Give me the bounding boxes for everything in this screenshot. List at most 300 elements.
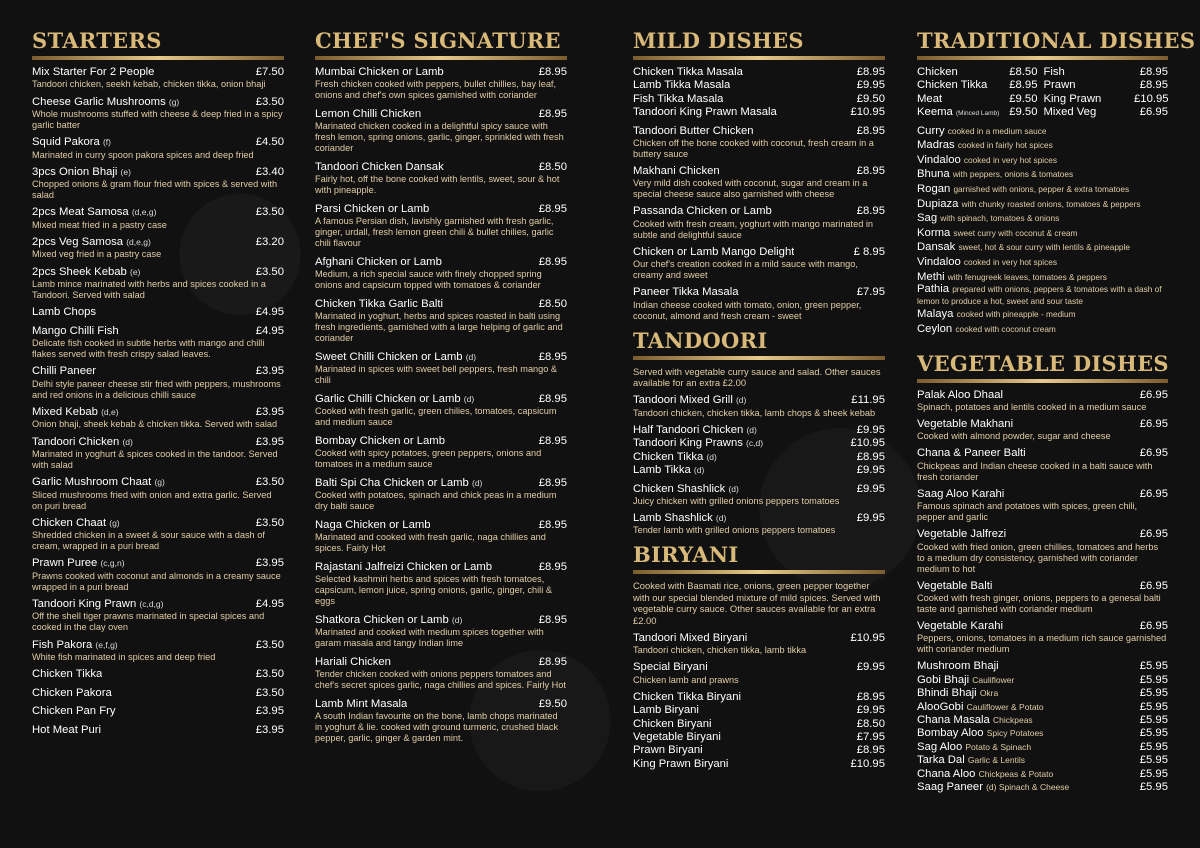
menu-item <box>633 246 885 281</box>
menu-item <box>315 614 567 649</box>
mild-items <box>633 125 885 322</box>
menu-item-name <box>917 741 1031 754</box>
menu-item-name <box>917 768 1053 781</box>
menu-item-price: £3.50 <box>255 476 284 489</box>
menu-item-price: £9.95 <box>856 661 885 674</box>
menu-item-row <box>917 447 1168 460</box>
menu-item-desc: Marinated and cooked with fresh garlic, naga chillies and spices. Fairly Hot <box>315 532 546 554</box>
item-name: AlooGobi <box>917 700 964 713</box>
menu-item <box>315 561 567 607</box>
menu-item-name <box>32 306 96 319</box>
curry-desc: sweet, hot & sour curry with lentils & pineapple <box>958 242 1131 253</box>
menu-item-desc: Lamb mince marinated with herbs and spices cooked in a Tandoori. Served with salad <box>32 278 266 300</box>
menu-item-row <box>32 639 284 652</box>
curry-item <box>917 182 1168 197</box>
menu-item-price: £5.95 <box>1139 700 1168 713</box>
item-name: Tandoori King Prawn <box>32 597 137 610</box>
curry-desc: cooked in very hot spices <box>963 154 1058 165</box>
menu-item-name <box>32 687 112 700</box>
menu-item-row <box>32 136 284 149</box>
menu-item <box>633 165 885 200</box>
menu-item-name <box>633 718 711 731</box>
menu-item-row <box>32 557 284 570</box>
trad-name-a <box>917 66 1002 79</box>
menu-item-row <box>32 724 284 737</box>
menu-item <box>32 668 284 681</box>
allergen-tag: (f) <box>102 137 111 148</box>
menu-item <box>917 714 1168 727</box>
item-name: Palak Aloo Dhaal <box>917 388 1004 401</box>
menu-item <box>633 205 885 240</box>
item-name: Chicken Tikka Garlic Balti <box>315 298 444 310</box>
menu-item-desc: Delhi style paneer cheese stir fried with peppers, mushrooms and red onions in a delicious chilli sauce <box>32 378 281 400</box>
menu-item <box>917 488 1168 523</box>
menu-item-desc: Shredded chicken in a sweet & sour sauce with a dash of cream, wrapped in a puri bread <box>32 530 265 552</box>
traditional-curry-list <box>917 124 1168 285</box>
menu-item-name <box>633 661 708 674</box>
menu-item-row <box>32 266 284 279</box>
menu-item <box>32 266 284 301</box>
menu-item <box>917 418 1168 442</box>
menu-item-desc: Chicken lamb and prawns <box>633 674 739 685</box>
menu-item-row <box>315 561 567 574</box>
menu-item-desc: Tandoori chicken, seekh kebab, chicken tikka, onion bhaji <box>32 79 266 90</box>
menu-item-row <box>917 701 1168 714</box>
starters-column <box>32 28 284 742</box>
menu-item-name <box>315 161 444 174</box>
menu-item <box>315 256 567 291</box>
trad-name-a <box>917 93 1002 106</box>
menu-item-name <box>32 406 119 419</box>
menu-item-name <box>633 165 720 178</box>
menu-item-price: £3.50 <box>255 206 284 219</box>
curry-desc: with spinach, tomatoes & onions <box>940 213 1060 224</box>
allergen-tag: (d) <box>451 615 463 625</box>
menu-item-price: £5.95 <box>1139 754 1168 767</box>
menu-item-price: £4.95 <box>255 324 284 337</box>
trad-name: Keema <box>917 106 953 119</box>
menu-item <box>32 436 284 471</box>
item-name: Naga Chicken or Lamb <box>315 519 431 531</box>
item-name: Tarka Dal <box>917 754 965 767</box>
menu-item-name <box>917 447 1026 460</box>
allergen-tag: (d) <box>735 395 747 406</box>
trad-note: (Minced Lamb) <box>955 110 1000 118</box>
menu-item-name <box>917 389 1003 402</box>
menu-item <box>315 656 567 691</box>
item-name: Bhindi Bhaji <box>917 687 977 700</box>
curry-name: Vindaloo <box>917 153 961 166</box>
menu-item-row <box>315 66 567 79</box>
menu-item-name <box>32 557 125 570</box>
menu-item <box>32 557 284 592</box>
menu-item-name <box>315 203 429 216</box>
item-name: Mixed Kebab <box>32 405 98 418</box>
item-name: Vegetable Biryani <box>633 730 721 743</box>
menu-item-desc: Whole mushrooms stuffed with cheese & deep fried in a spicy garlic batter <box>32 109 283 130</box>
item-name: Bombay Aloo <box>917 727 984 740</box>
menu-item-price: £5.95 <box>1139 673 1168 686</box>
curry-desc: cooked with coconut cream <box>955 323 1056 334</box>
menu-item <box>917 580 1168 615</box>
trad-name: Chicken <box>917 66 958 78</box>
menu-item-row <box>315 393 567 406</box>
menu-item-price: £3.95 <box>255 723 284 736</box>
trad-price: £8.95 <box>1139 79 1168 92</box>
menu-item <box>917 727 1168 740</box>
item-sub: Okra <box>979 688 999 699</box>
menu-item-desc: Tandoori chicken, chicken tikka, lamb tikka <box>633 645 807 656</box>
menu-item-price: £10.95 <box>850 757 885 770</box>
menu-item-desc: Marinated in yoghurt, herbs and spices roasted in balti using fresh ingredients, garnished with a large helping of garlic and coriander <box>315 311 563 344</box>
menu-item-row <box>633 424 885 437</box>
item-name: Vegetable Makhani <box>917 417 1014 430</box>
menu-item-price: £8.95 <box>538 435 567 447</box>
trad-name-a <box>917 79 1002 92</box>
menu-item-row <box>633 464 885 477</box>
menu-item-desc: Cooked with potatoes, spinach and chick peas in a medium dry balti sauce <box>315 490 557 512</box>
menu-item-row <box>633 731 885 744</box>
menu-item-price: £3.95 <box>255 435 284 448</box>
allergen-tag: (d) <box>122 436 133 447</box>
menu-item-name <box>315 393 474 406</box>
item-name: Tandoori Chicken <box>32 435 120 448</box>
menu-item-price: £7.50 <box>255 66 284 78</box>
item-name: Passanda Chicken or Lamb <box>633 205 772 218</box>
curry-name: Vindaloo <box>917 255 961 268</box>
curry-desc: sweet curry with coconut & cream <box>953 227 1078 238</box>
menu-item-desc: Fairly hot, off the bone cooked with lentils, sweet, sour & hot with pineapple. <box>315 174 560 196</box>
menu-item-row <box>315 698 567 711</box>
menu-item-price: £9.95 <box>856 704 885 717</box>
item-sub: Chickpeas & Potato <box>978 768 1054 779</box>
menu-item-name <box>633 246 794 259</box>
menu-item-row <box>633 205 885 218</box>
item-sub: Cauliflower & Potato <box>966 701 1044 712</box>
menu-item-row <box>32 687 284 700</box>
heading-rule <box>917 379 1168 383</box>
menu-item <box>315 435 567 470</box>
allergen-tag: (d) <box>465 352 477 362</box>
menu-item-row <box>32 325 284 338</box>
menu-item-price: £9.95 <box>856 423 885 436</box>
menu-item-desc: Cooked with almond powder, sugar and cheese <box>917 431 1111 442</box>
menu-item-desc: Delicate fish cooked in subtle herbs with mango and chilli flakes served with fresh crispy salad leaves. <box>32 338 265 360</box>
menu-item-desc: Medium, a rich special sauce with finely chopped spring onions and capsicum topped with tomatoes & coriander <box>315 269 542 291</box>
menu-item-desc: Our chef's creation cooked in a mild sauce with mango, creamy and sweet <box>633 259 858 281</box>
menu-item-price: £4.50 <box>255 136 284 149</box>
item-name: Mix Starter For 2 People <box>32 66 155 78</box>
menu-item-price: £7.95 <box>856 730 885 743</box>
menu-item-desc: Cooked with fresh cream, yoghurt with mango marinated in subtle and delightful sauce <box>633 218 874 240</box>
signature-list <box>315 66 567 744</box>
menu-item-desc: Cooked with fresh garlic, green chilies, tomatoes, capsicum and medium sauce <box>315 406 557 428</box>
menu-item-price: £10.95 <box>850 437 885 450</box>
signature-heading: CHEF'S SIGNATURE <box>315 28 561 53</box>
menu-item-desc: White fish marinated in spices and deep fried <box>32 651 216 662</box>
item-name: Lemon Chilli Chicken <box>315 108 422 120</box>
menu-item-row <box>633 632 885 645</box>
mild-list <box>633 66 885 120</box>
menu-item-name <box>633 424 757 437</box>
allergen-tag: (d) <box>746 424 757 435</box>
menu-item-price: £10.95 <box>850 106 885 119</box>
trad-price: £10.95 <box>1134 92 1169 105</box>
menu-item-desc: Indian cheese cooked with tomato, onion, green pepper, coconut, almond and fresh cream - sweet <box>633 299 862 321</box>
menu-item-name <box>32 166 131 179</box>
menu-item-desc: A south Indian favourite on the bone, lamb chops marinated in yoghurt & lie. cooked with ground turmeric, crushed black pepper, garlic, ginger & garden mint. <box>315 711 559 744</box>
menu-item <box>32 687 284 700</box>
menu-item-desc: Tandoori chicken, chicken tikka, lamb chops & sheek kebab <box>633 407 876 418</box>
curry-desc: with fenugreek leaves, tomatoes & peppers <box>947 271 1107 282</box>
biryani-heading: BIRYANI <box>633 542 739 568</box>
menu-item-name <box>633 464 704 477</box>
menu-item <box>32 66 284 90</box>
menu-item-name <box>315 656 391 669</box>
menu-item-name <box>32 96 179 109</box>
menu-item-row <box>917 727 1168 740</box>
allergen-tag: (d) <box>715 512 727 523</box>
menu-item-row <box>917 741 1168 754</box>
menu-item-name <box>917 781 1069 794</box>
item-name: Sweet Chilli Chicken or Lamb <box>315 351 463 363</box>
menu-item-price: £5.95 <box>1139 727 1168 740</box>
trad-name-b: King Prawn <box>1043 92 1102 105</box>
menu-item-price: £6.95 <box>1139 487 1168 500</box>
menu-item-price: £3.50 <box>255 686 284 699</box>
menu-item-name <box>917 528 1006 541</box>
menu-item-row <box>315 298 567 311</box>
allergen-tag: (g) <box>109 517 120 528</box>
menu-item-name <box>633 758 728 771</box>
item-name: Rajastani Jalfreizi Chicken or Lamb <box>315 561 493 573</box>
menu-item-name <box>633 483 739 496</box>
item-name: Special Biryani <box>633 661 708 674</box>
menu-item-price: £8.95 <box>856 205 885 218</box>
trad-price: £8.95 <box>1139 66 1168 78</box>
menu-item <box>633 451 885 464</box>
mild-heading: MILD DISHES <box>633 28 804 53</box>
menu-item-row <box>633 661 885 674</box>
menu-item <box>32 406 284 430</box>
item-sub: Cauliflower <box>972 674 1015 685</box>
menu-item-desc: Onion bhaji, sheek kebab & chicken tikka. Served with salad <box>32 419 278 430</box>
menu-item-desc: Tender chicken cooked with onions peppers tomatoes and chef's secret spices garlic, naga chillies and spices. Fairly Hot <box>315 669 566 691</box>
menu-item <box>917 754 1168 767</box>
curry-desc: cooked in a medium sauce <box>947 125 1047 136</box>
item-name: Lamb Tikka Masala <box>633 79 731 92</box>
menu-item <box>633 106 885 119</box>
traditional-vegetable-column <box>917 28 1196 794</box>
allergen-tag: (c,d) <box>746 438 764 449</box>
menu-item-name <box>32 236 151 249</box>
item-name: Lamb Chops <box>32 306 97 319</box>
menu-item-name <box>315 614 462 627</box>
trad-name: Chicken Tikka <box>917 79 988 92</box>
menu-item-row <box>315 656 567 669</box>
menu-item <box>315 519 567 554</box>
menu-item-price: £8.50 <box>856 717 885 730</box>
item-sub: Chickpeas <box>993 715 1033 725</box>
menu-item-price: £9.50 <box>856 92 885 105</box>
menu-item-desc: Famous spinach and potatoes with spices, green chili, pepper and garlic <box>917 501 1138 523</box>
menu-item <box>917 660 1168 673</box>
item-name: Afghani Chicken or Lamb <box>315 256 442 268</box>
curry-item <box>917 255 1168 270</box>
menu-item <box>315 351 567 386</box>
menu-item-name <box>315 256 442 269</box>
menu-item <box>633 437 885 450</box>
menu-item <box>917 620 1168 655</box>
item-name: Tandoori Mixed Grill <box>633 394 733 407</box>
menu-item-desc: Very mild dish cooked with coconut, sugar and cream in a special cheese sauce also garnished with cheese <box>633 178 868 200</box>
menu-item-desc: Chickpeas and Indian cheese cooked in a balti sauce with fresh coriander <box>917 460 1153 482</box>
menu-item-row <box>32 66 284 79</box>
menu-item <box>315 66 567 101</box>
menu-item-name <box>633 451 717 464</box>
menu-item-row <box>633 704 885 717</box>
menu-item <box>32 598 284 633</box>
menu-item-price: £8.50 <box>538 161 567 173</box>
menu-item-row <box>917 714 1168 727</box>
menu-item-price: £7.95 <box>856 286 885 299</box>
curry-desc: garnished with onions, pepper & extra tomatoes <box>953 184 1130 194</box>
menu-item-price: £3.95 <box>255 705 284 718</box>
menu-item <box>32 724 284 737</box>
item-name: Tandoori King Prawns <box>633 437 743 450</box>
trad-name: Meat <box>917 92 943 105</box>
item-name: Garlic Mushroom Chaat <box>32 476 152 489</box>
menu-item-price: £3.95 <box>255 365 284 378</box>
heading-rule <box>32 56 284 60</box>
menu-item-row <box>917 580 1168 593</box>
trad-name-b: Fish <box>1043 66 1065 78</box>
menu-item-name <box>32 476 165 489</box>
menu-item-price: £9.50 <box>538 698 567 710</box>
menu-item <box>633 731 885 744</box>
menu-item <box>32 96 284 131</box>
menu-item <box>32 166 284 201</box>
item-name: 2pcs Sheek Kebab <box>32 265 127 278</box>
menu-item <box>917 528 1168 574</box>
menu-item-row <box>633 125 885 138</box>
menu-item-row <box>633 246 885 259</box>
traditional-curry-list-2 <box>917 307 1168 336</box>
menu-item <box>633 704 885 717</box>
curry-item <box>917 211 1168 226</box>
item-name: Saag Aloo Karahi <box>917 487 1005 500</box>
starters-list <box>32 66 284 737</box>
menu-item-row <box>315 477 567 490</box>
menu-item <box>633 93 885 106</box>
menu-item-name <box>917 727 1043 740</box>
menu-item-price: £3.50 <box>255 638 284 651</box>
curry-item <box>917 153 1168 168</box>
curry-name: Korma <box>917 226 951 239</box>
item-name: Half Tandoori Chicken <box>633 423 744 436</box>
item-name: Lamb Biryani <box>633 704 699 717</box>
curry-item <box>917 307 1168 322</box>
menu-item-price: £8.50 <box>538 298 567 310</box>
menu-item-row <box>32 236 284 249</box>
menu-item-price: £8.95 <box>538 614 567 626</box>
menu-item-row <box>315 351 567 364</box>
menu-item-row <box>32 436 284 449</box>
menu-item-row <box>315 203 567 216</box>
menu-item-price: £8.95 <box>538 393 567 405</box>
curry-item <box>917 226 1168 241</box>
menu-item <box>917 781 1168 794</box>
menu-item-name <box>315 66 444 79</box>
menu-item-row <box>917 418 1168 431</box>
menu-item-name <box>32 724 101 737</box>
mild-tandoori-biryani-column <box>633 28 885 771</box>
allergen-tag: (e,f,g) <box>95 639 118 650</box>
menu-item-row <box>633 744 885 757</box>
menu-item-row <box>633 286 885 299</box>
menu-item-row <box>917 389 1168 402</box>
menu-item-desc: Prawns cooked with coconut and almonds in a creamy sauce wrapped in a puri bread <box>32 570 281 592</box>
menu-item <box>315 698 567 744</box>
menu-item-row <box>633 718 885 731</box>
item-name: Cheese Garlic Mushrooms <box>32 95 166 108</box>
menu-item-name <box>32 266 140 279</box>
menu-item-desc: Marinated chicken cooked in a delightful spicy sauce with fresh lemon, spring onions, garlic, ginger, sprinkled with fresh coriander <box>315 121 564 154</box>
menu-item-price: £8.95 <box>856 165 885 178</box>
menu-item-row <box>315 519 567 532</box>
allergen-tag: (e) <box>129 266 141 277</box>
menu-item-price: £3.40 <box>255 165 284 178</box>
menu-item-row <box>32 206 284 219</box>
menu-item <box>315 108 567 154</box>
menu-item-row <box>633 512 885 525</box>
menu-item-name <box>633 691 741 704</box>
item-name: Lamb Mint Masala <box>315 698 408 710</box>
menu-item-row <box>633 66 885 79</box>
curry-item <box>917 167 1168 182</box>
menu-item-name <box>917 660 999 673</box>
menu-item-desc: Cooked with fried onion, green chillies, tomatoes and herbs to a medium dry consistency, garnished with coriander medium to hot <box>917 541 1159 574</box>
menu-item-row <box>633 451 885 464</box>
menu-item-name <box>633 93 723 106</box>
menu-item-name <box>32 436 133 449</box>
menu-item-row <box>32 705 284 718</box>
curry-name: Curry <box>917 124 945 137</box>
menu-item-row <box>917 754 1168 767</box>
curry-item <box>917 270 1168 285</box>
item-name: Chicken or Lamb Mango Delight <box>633 245 795 258</box>
curry-item <box>917 124 1168 139</box>
menu-item-row <box>32 476 284 489</box>
curry-desc: cooked with pineapple - medium <box>956 309 1076 320</box>
menu-item <box>315 298 567 344</box>
menu-item-price: £3.50 <box>255 668 284 681</box>
menu-item <box>32 306 284 319</box>
trad-price: £6.95 <box>1139 106 1168 119</box>
item-name: Mango Chilli Fish <box>32 324 119 337</box>
curry-name: Bhuna <box>917 168 950 181</box>
menu-item-name <box>633 394 746 407</box>
menu-item-row <box>315 435 567 448</box>
menu-item <box>315 393 567 428</box>
item-name: Vegetable Jalfrezi <box>917 528 1007 541</box>
vegetable-items <box>917 389 1168 656</box>
item-name: Prawn Puree <box>32 557 98 570</box>
curry-item <box>917 138 1168 153</box>
item-name: Balti Spi Cha Chicken or Lamb <box>315 477 469 489</box>
menu-item <box>917 701 1168 714</box>
item-sub: Potato & Spinach <box>965 741 1032 752</box>
